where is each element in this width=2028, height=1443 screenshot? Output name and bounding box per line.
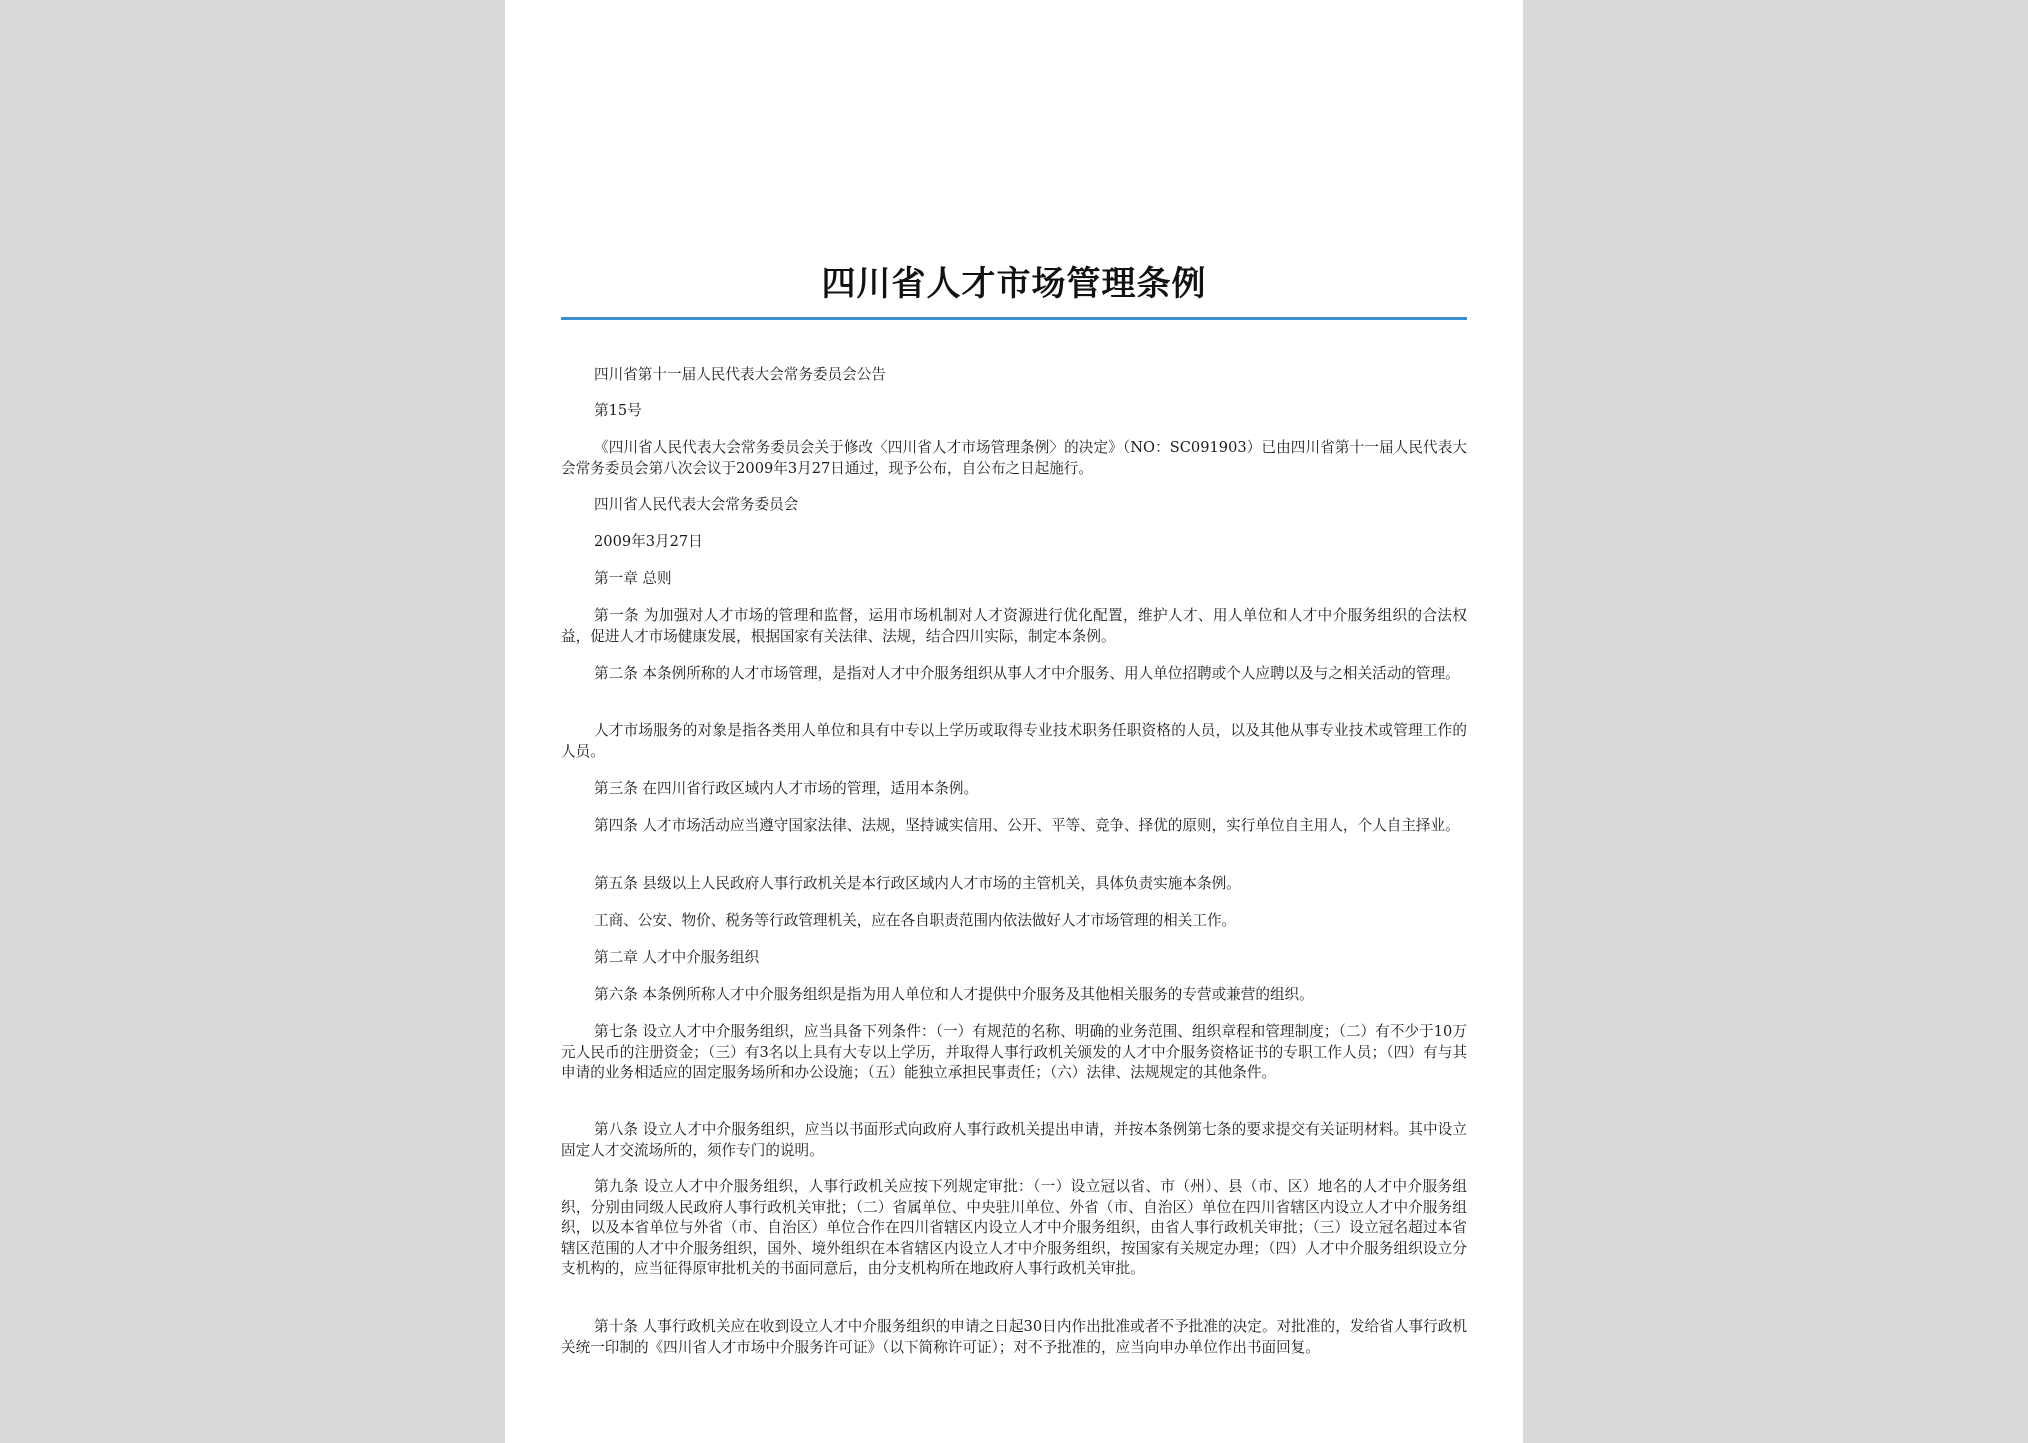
chapter-heading: 第一章 总则 [594,570,672,587]
paragraph-decision: 《四川省人民代表大会常务委员会关于修改〈四川省人才市场管理条例〉的决定》（NO：SC091903）已由四川省第十一届人民代表大会常务委员会第八次会议于2009年3月27日通过，现予公布，自公布之日起施行。 [561,439,1467,477]
article-paragraph: 第九条 设立人才中介服务组织，人事行政机关应按下列规定审批：（一）设立冠以省、市（州）、县（市、区）地名的人才中介服务组织，分别由同级人民政府人事行政机关审批；（二）省属单位、中央驻川单位、外省（市、自治区）单位在四川省辖区内设立人才中介服务组织，以及本省单位与外省（市、自治区）单位合作在四川省辖区内设立人才中介服务组织，由省人事行政机关审批；（三）设立冠名超过本省辖区范围的人才中介服务组织，国外、境外组织在本省辖区内设立人才中介服务组织，按国家有关规定办理；（四）人才中介服务组织设立分支机构的，应当征得原审批机关的书面同意后，由分支机构所在地政府人事行政机关审批。 [561,1178,1467,1277]
article-paragraph: 工商、公安、物价、税务等行政管理机关，应在各自职责范围内依法做好人才市场管理的相关工作。 [594,912,1237,929]
paragraph-date: 2009年3月27日 [594,533,703,550]
title-divider [561,317,1467,320]
article-paragraph: 第三条 在四川省行政区域内人才市场的管理，适用本条例。 [594,780,979,797]
article-paragraph: 第八条 设立人才中介服务组织，应当以书面形式向政府人事行政机关提出申请，并按本条例第七条的要求提交有关证明材料。其中设立固定人才交流场所的，须作专门的说明。 [561,1121,1467,1159]
article-paragraph: 第二条 本条例所称的人才市场管理，是指对人才中介服务组织从事人才中介服务、用人单位招聘或个人应聘以及与之相关活动的管理。 [594,665,1460,682]
article-paragraph: 人才市场服务的对象是指各类用人单位和具有中专以上学历或取得专业技术职务任职资格的人员，以及其他从事专业技术或管理工作的人员。 [561,722,1467,760]
paragraph-announcement-header: 四川省第十一届人民代表大会常务委员会公告 [594,366,886,383]
article-paragraph: 第四条 人才市场活动应当遵守国家法律、法规，坚持诚实信用、公开、平等、竞争、择优的原则，实行单位自主用人，个人自主择业。 [594,817,1460,834]
document-page [505,0,1523,1443]
article-paragraph: 第一条 为加强对人才市场的管理和监督，运用市场机制对人才资源进行优化配置，维护人才、用人单位和人才中介服务组织的合法权益，促进人才市场健康发展，根据国家有关法律、法规，结合四川实际，制定本条例。 [561,607,1467,645]
chapter-heading: 第二章 人才中介服务组织 [594,949,760,966]
paragraph-issuer: 四川省人民代表大会常务委员会 [594,496,799,513]
article-paragraph: 第七条 设立人才中介服务组织，应当具备下列条件：（一）有规范的名称、明确的业务范围、组织章程和管理制度；（二）有不少于10万元人民币的注册资金；（三）有3名以上具有大专以上学历，并取得人事行政机关颁发的人才中介服务资格证书的专职工作人员；（四）有与其申请的业务相适应的固定服务场所和办公设施；（五）能独立承担民事责任；（六）法律、法规规定的其他条件。 [561,1023,1467,1081]
article-paragraph: 第六条 本条例所称人才中介服务组织是指为用人单位和人才提供中介服务及其他相关服务的专营或兼营的组织。 [594,986,1314,1003]
page-title: 四川省人才市场管理条例 [821,264,1207,304]
paragraph-announcement-number: 第15号 [594,402,642,419]
article-paragraph: 第五条 县级以上人民政府人事行政机关是本行政区域内人才市场的主管机关，具体负责实施本条例。 [594,875,1241,892]
article-paragraph: 第十条 人事行政机关应在收到设立人才中介服务组织的申请之日起30日内作出批准或者不予批准的决定。对批准的，发给省人事行政机关统一印制的《四川省人才市场中介服务许可证》（以下简称许可证）；对不予批准的，应当向申办单位作出书面回复。 [561,1318,1467,1356]
